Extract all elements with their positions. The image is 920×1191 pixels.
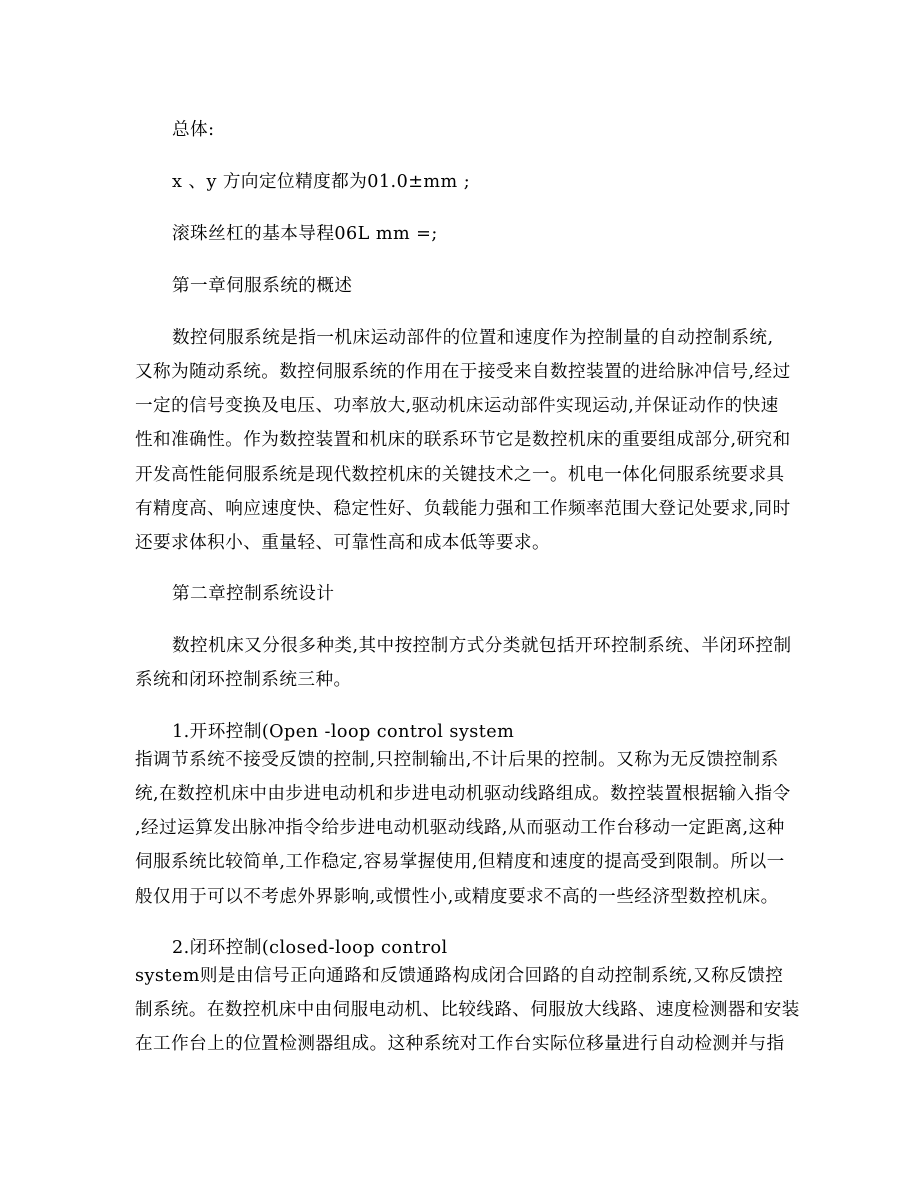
chapter2-heading: 第二章控制系统设计: [172, 584, 335, 604]
chapter1-heading: 第一章伺服系统的概述: [172, 276, 353, 296]
spec-positioning-accuracy: x 、y 方向定位精度都为01.0±mm ;: [172, 172, 471, 192]
chapter1-paragraph-line: 还要求体积小、重量轻、可靠性高和成本低等要求。: [135, 533, 551, 553]
closed-loop-line: 在工作台上的位置检测器组成。这种系统对工作台实际位移量进行自动检测并与指: [135, 1034, 785, 1054]
open-loop-title: 1.开环控制(Open -loop control system: [172, 722, 515, 742]
chapter1-paragraph-line: 有精度高、响应速度快、稳定性好、负载能力强和工作频率范围大登记处要求,同时: [135, 499, 791, 519]
closed-loop-line: system则是由信号正向通路和反馈通路构成闭合回路的自动控制系统,又称反馈控: [135, 966, 784, 986]
chapter2-intro-line: 数控机床又分很多种类,其中按控制方式分类就包括开环控制系统、半闭环控制: [172, 636, 792, 656]
chapter1-paragraph-line: 数控伺服系统是指一机床运动部件的位置和速度作为控制量的自动控制系统,: [172, 328, 774, 348]
open-loop-line: 指调节系统不接受反馈的控制,只控制输出,不计后果的控制。又称为无反馈控制系: [135, 750, 779, 770]
closed-loop-line: 制系统。在数控机床中由伺服电动机、比较线路、伺服放大线路、速度检测器和安装: [135, 1000, 800, 1020]
chapter1-paragraph-line: 性和准确性。作为数控装置和机床的联系环节它是数控机床的重要组成部分,研究和: [135, 430, 791, 450]
closed-loop-title: 2.闭环控制(closed-loop control: [172, 938, 448, 958]
section-title: 总体:: [172, 120, 215, 140]
chapter2-intro-line: 系统和闭环控制系统三种。: [135, 670, 352, 690]
chapter1-paragraph-line: 开发高性能伺服系统是现代数控机床的关键技术之一。机电一体化伺服系统要求具: [135, 465, 785, 485]
open-loop-line: 般仅用于可以不考虑外界影响,或惯性小,或精度要求不高的一些经济型数控机床。: [135, 887, 779, 907]
chapter1-paragraph-line: 一定的信号变换及电压、功率放大,驱动机床运动部件实现运动,并保证动作的快速: [135, 396, 779, 416]
chapter1-paragraph-line: 又称为随动系统。数控伺服系统的作用在于接受来自数控装置的进给脉冲信号,经过: [135, 362, 791, 382]
spec-ballscrew-lead: 滚珠丝杠的基本导程06L mm =;: [172, 224, 438, 244]
open-loop-line: 伺服系统比较简单,工作稳定,容易掌握使用,但精度和速度的提高受到限制。所以一: [135, 852, 785, 872]
open-loop-line: 统,在数控机床中由步进电动机和步进电动机驱动线路组成。数控装置根据输入指令: [135, 784, 791, 804]
open-loop-line: ,经过运算发出脉冲指令给步进电动机驱动线路,从而驱动工作台移动一定距离,这种: [135, 818, 785, 838]
